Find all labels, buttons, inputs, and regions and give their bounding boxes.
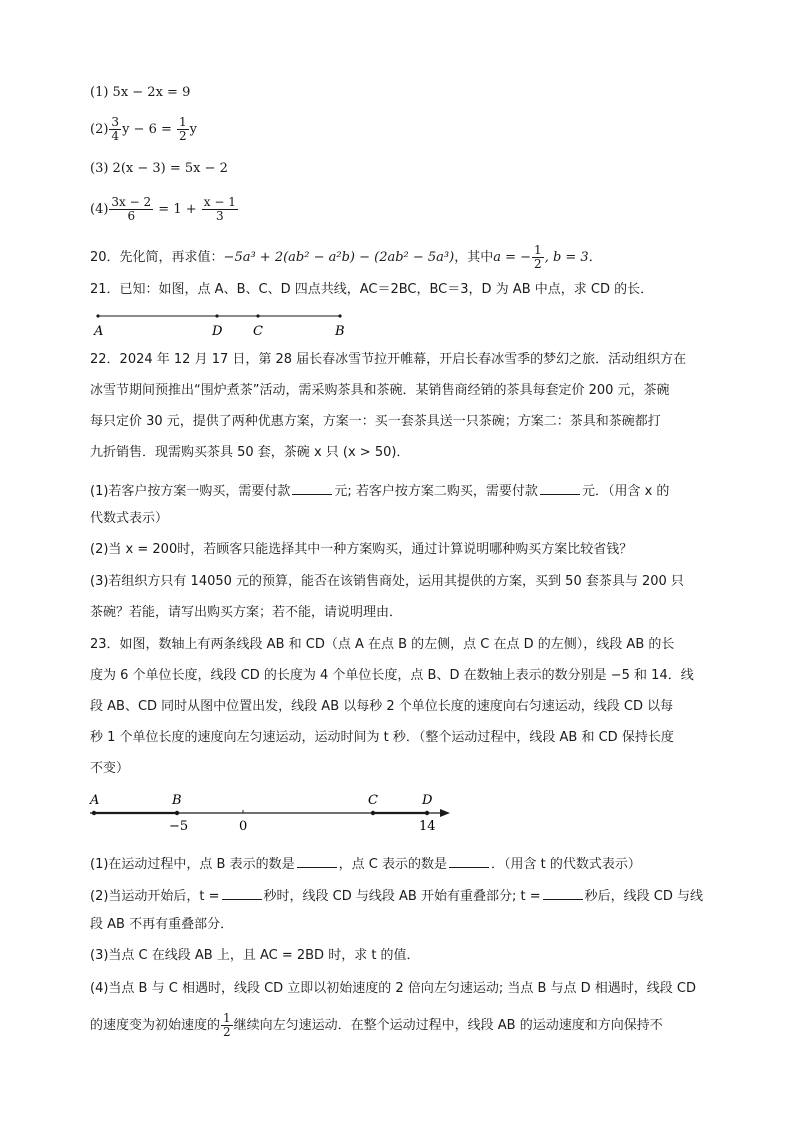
q22-line4: 九折销售．现需购买茶具 50 套，茶碗 x 只 (x > 50)． [90, 445, 410, 460]
point-b [338, 314, 341, 317]
label-a: A [90, 793, 100, 808]
label-c: C [368, 793, 378, 808]
q22-line1: 22．2024 年 12 月 17 日，第 28 届长春冰雪节拉开帷幕，开启长春冰雪季的梦幻之旅．活动组织方在 [90, 352, 687, 367]
q22-line2: 冰雪节期间预推出“围炉煮茶”活动，需采购茶具和茶碗．某销售商经销的茶具每套定价 200 元，茶碗 [90, 383, 670, 398]
axis-arrow-icon [440, 809, 450, 817]
q23-sub3: (3)当点 C 在线段 AB 上，且 AC = 2BD 时，求 t 的值． [90, 948, 420, 963]
label-b: B [172, 793, 182, 808]
q23-sub4-cont: 的速度变为初始速度的 $\frac{1}{2}$ 继续向左匀速运动．在整个运动过程中，线段 AB 的运动速度和方向保持不 [90, 1011, 663, 1039]
q23-sub2-cont: 段 AB 不再有重叠部分． [90, 917, 234, 932]
answer-blank[interactable] [540, 480, 580, 495]
answer-blank[interactable] [292, 480, 332, 495]
fraction: $\frac{3}{4}$ [111, 115, 120, 143]
q19-part1: (1) 5x − 2x = 9 [90, 85, 191, 100]
label-c: C [253, 324, 263, 339]
fraction: $\frac{3x - 2}{6}$ [111, 195, 152, 223]
q23-line5: 不变） [90, 761, 130, 776]
point-d [215, 314, 218, 317]
q23-line4: 秒 1 个单位长度的速度向左匀速运动，运动时间为 t 秒．（整个运动过程中，线段 AB 和 CD 保持长度 [90, 730, 674, 745]
point-a [92, 811, 96, 815]
point-c [256, 314, 259, 317]
answer-blank[interactable] [297, 853, 337, 868]
fraction: $\frac{1}{2}$ [223, 1011, 231, 1039]
q22-sub1-cont: 代数式表示） [90, 511, 169, 526]
q22-sub2: (2)当 x = 200时，若顾客只能选择其中一种方案购买，通过计算说明哪种购买方案比较省钱？ [90, 542, 633, 557]
q23-line1: 23．如图，数轴上有两条线段 AB 和 CD（点 A 在点 B 的左侧，点 C 在点 D 的左侧），线段 AB 的长 [90, 637, 675, 652]
answer-blank[interactable] [222, 885, 262, 900]
q19-part4: (4) $\frac{3x - 2}{6}$ = 1 + $\frac{x - 1}{3}$ [90, 195, 236, 223]
q22-sub1: (1)若客户按方案一购买，需要付款 元; 若客户按方案二购买，需要付款 元．（用含 x 的 [90, 480, 669, 501]
point-d [425, 811, 429, 815]
fraction: $\frac{1}{2}$ [534, 243, 542, 271]
answer-blank[interactable] [449, 853, 489, 868]
point-b [175, 811, 179, 815]
point-c [371, 811, 375, 815]
q22-line3: 每只定价 30 元，提供了两种优惠方案，方案一：买一套茶具送一只茶碗；方案二：茶具和茶碗都打 [90, 414, 661, 429]
q23-number-line [88, 788, 458, 836]
answer-blank[interactable] [543, 885, 583, 900]
fraction: $\frac{1}{2}$ [179, 115, 187, 143]
point-a [96, 314, 99, 317]
q23-sub4: (4)当点 B 与 C 相遇时，线段 CD 立即以初始速度的 2 倍向左匀速运动; 当点 B 与点 D 相遇时，线段 CD [90, 981, 697, 996]
label-a: A [94, 324, 104, 339]
q22-sub3-cont: 茶碗？若能，请写出购买方案；若不能，请说明理由． [90, 605, 403, 620]
fraction: $\frac{x - 1}{3}$ [203, 195, 236, 223]
q23-sub2: (2)当运动开始后，t = 秒时，线段 CD 与线段 AB 开始有重叠部分; t = 秒后，线段 CD 与线 [90, 885, 703, 906]
tick-label-0: 0 [239, 819, 248, 834]
q19-part3: (3) 2(x − 3) = 5x − 2 [90, 161, 228, 176]
label-d: D [422, 793, 433, 808]
q20: 20．先化简，再求值：−5a³ + 2(ab² − a²b) − (2ab² − 5a³)，其中a = − $\frac{1}{2}$ , b = 3． [90, 243, 602, 271]
q23-line2: 度为 6 个单位长度，线段 CD 的长度为 4 个单位长度，点 B、D 在数轴上表示的数分别是 −5 和 14．线 [90, 668, 694, 683]
q21-segment-diagram [90, 306, 360, 340]
tick-label-14: 14 [419, 819, 436, 834]
label-b: B [335, 324, 345, 339]
label-d: D [212, 324, 223, 339]
q21-text: 21．已知：如图，点 A、B、C、D 四点共线，AC＝2BC，BC＝3，D 为 AB 中点，求 CD 的长． [90, 282, 654, 297]
q22-sub3: (3)若组织方只有 14050 元的预算，能否在该销售商处，运用其提供的方案，买到 50 套茶具与 200 只 [90, 574, 684, 589]
q19-part2: (2) $\frac{3}{4}$ y − 6 = $\frac{1}{2}$ y [90, 115, 198, 143]
q23-sub1: (1)在运动过程中，点 B 表示的数是 ，点 C 表示的数是 ．（用含 t 的代数式表示） [90, 853, 641, 874]
q23-line3: 段 AB、CD 同时从图中位置出发，线段 AB 以每秒 2 个单位长度的速度向右匀速运动，线段 CD 以每 [90, 699, 674, 714]
tick-label-neg5: −5 [169, 819, 189, 834]
